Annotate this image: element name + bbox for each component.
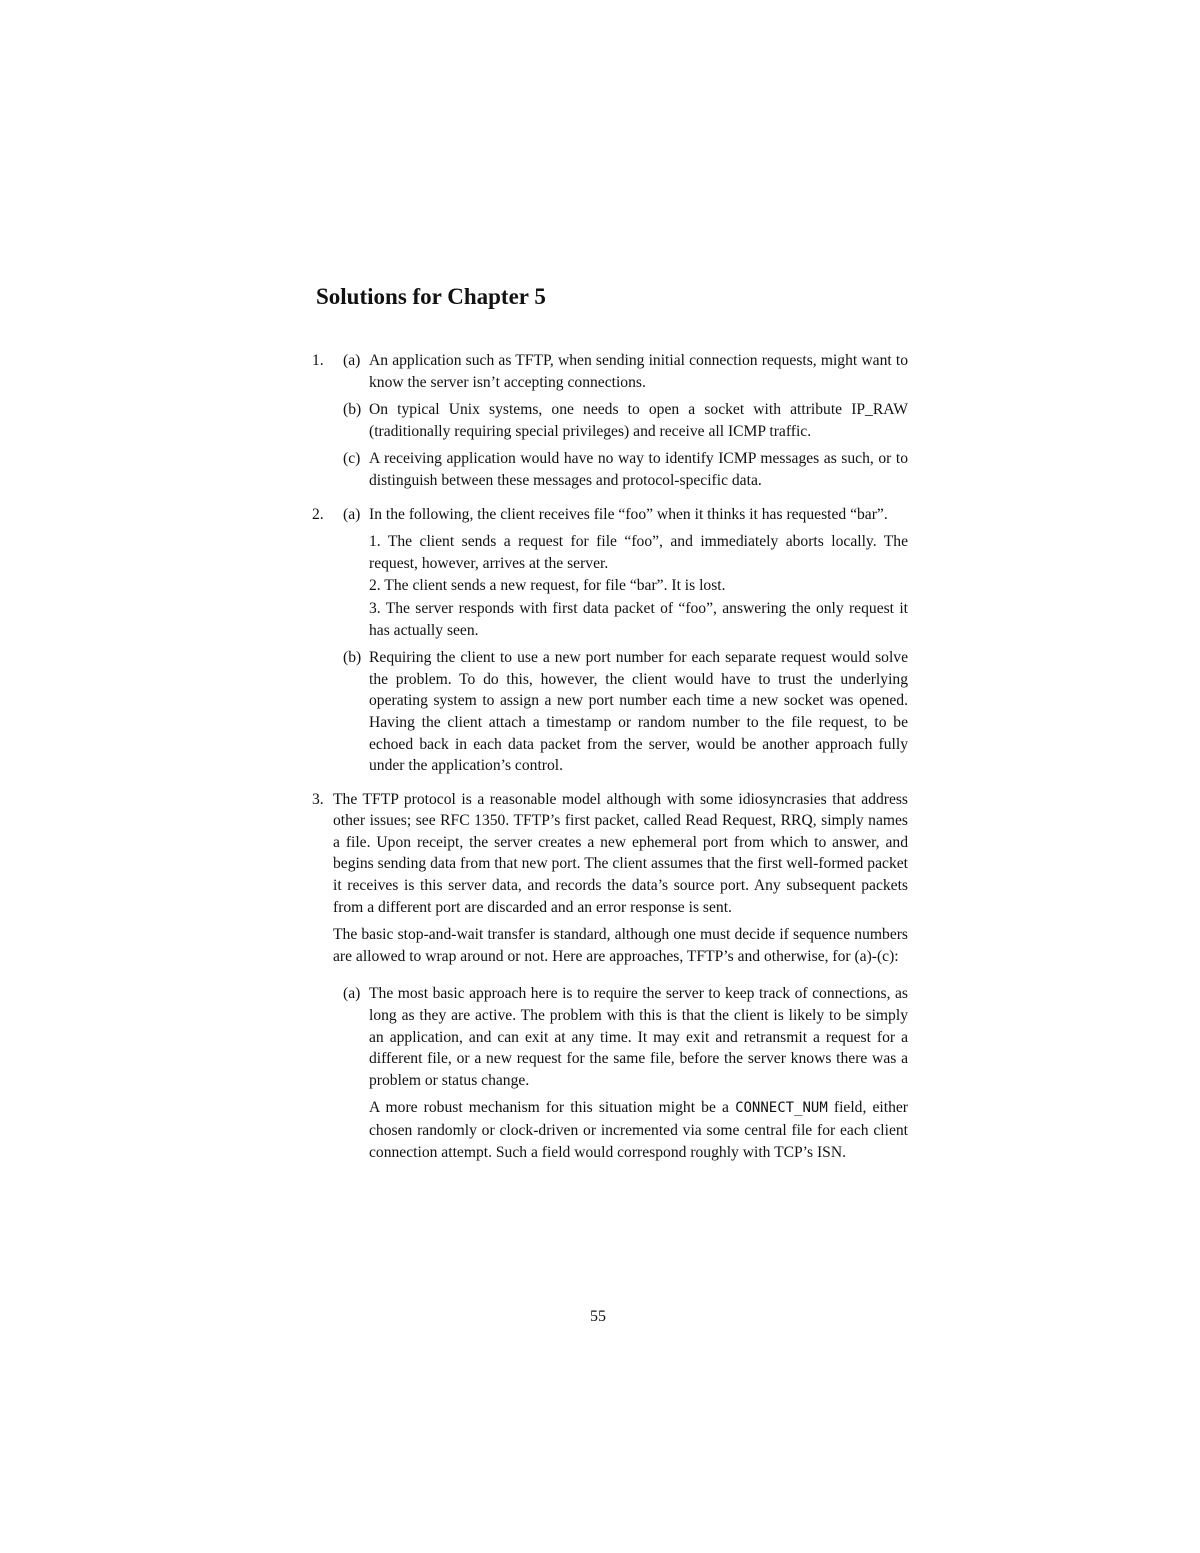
page-number: 55 [590, 1308, 606, 1325]
sub-answer-text: In the following, the client receives file “foo” when it thinks it has requested “bar”. [369, 505, 888, 523]
sub-label: (a) [343, 505, 361, 523]
text-segment: A more robust mechanism for this situation might be a [369, 1099, 729, 1117]
sub-label: (b) [343, 401, 362, 419]
sub-answer-1c [333, 448, 908, 491]
sub-label: (c) [343, 450, 361, 468]
scenario-step-1: 1. The client sends a request for file “foo”, and immediately aborts locally. The request, however, arrives at the server. [369, 533, 908, 572]
sub-answer-2b [333, 647, 908, 777]
item-paragraph: The basic stop-and-wait transfer is standard, although one must decide if sequence numbers are allowed to wrap around or not. Here are approaches, TFTP’s and otherwise, for (a)-(c): [333, 926, 908, 965]
connect-num-field-name: CONNECT_NUM [735, 1100, 828, 1117]
scenario-step-2: 2. The client sends a new request, for file “bar”. It is lost. [369, 577, 726, 595]
solution-item-1 [312, 350, 908, 492]
sub-label: (a) [343, 352, 361, 369]
sub-answer-text: A receiving application would have no way to identify ICMP messages as such, or to distinguish between these messages and protocol-specific data. [369, 450, 908, 489]
solution-item-2 [312, 504, 908, 777]
sub-answer-text: An application such as TFTP, when sending initial connection requests, might want to know the server isn’t accepting connections. [369, 352, 908, 391]
chapter-title: Solutions for Chapter 5 [316, 284, 546, 309]
scenario-step-3: 3. The server responds with first data packet of “foo”, answering the only request it has actually seen. [369, 599, 908, 639]
sub-answer-text-continued [369, 1097, 908, 1163]
solution-item-3 [312, 789, 908, 1164]
solutions-body [312, 350, 908, 1175]
sub-label: (a) [343, 985, 361, 1003]
sub-answer-text: The most basic approach here is to require the server to keep track of connections, as long as they are active. The problem with this is that the client is likely to be simply an application, and can exit at any time. It may exit and retransmit a request for a different file, or a new request for the same file, before the server knows there was a problem or status change. [369, 985, 908, 1089]
item-number: 1. [312, 352, 324, 369]
sub-answer-2a [333, 504, 908, 642]
sub-answer-1a [333, 350, 908, 393]
sub-label: (b) [343, 649, 362, 667]
sub-answer-1b [333, 399, 908, 442]
item-paragraph: The TFTP protocol is a reasonable model although with some idiosyncrasies that address other issues; see RFC 1350. TFTP’s first packet, called Read Request, RRQ, simply names a file. Upon receipt, the server creates a new ephemeral port from which to answer, and begins sending data from that new port. The client assumes that the first well-formed packet it receives is this server data, and records the data’s source port. Any subsequent packets from a different port are discarded and an error response is sent. [333, 790, 908, 916]
sub-answer-text: On typical Unix systems, one needs to open a socket with attribute IP_RAW (traditionally requiring special privileges) and receive all ICMP traffic. [369, 401, 908, 440]
item-number: 3. [312, 790, 324, 808]
item-number: 2. [312, 505, 324, 523]
text-segment: field, either chosen randomly or clock-driven or incremented via some central file for each client connection attempt. Such a field would correspond roughly with TCP’s ISN. [369, 1099, 908, 1161]
sub-answer-3a [333, 983, 908, 1163]
sub-answer-text: Requiring the client to use a new port number for each separate request would solve the problem. To do this, however, the client would have to trust the underlying operating system to assign a new port number each time a new socket was opened. Having the client attach a timestamp or random number to the file request, to be echoed back in each data packet from the server, would be another approach fully under the application’s control. [369, 649, 908, 775]
